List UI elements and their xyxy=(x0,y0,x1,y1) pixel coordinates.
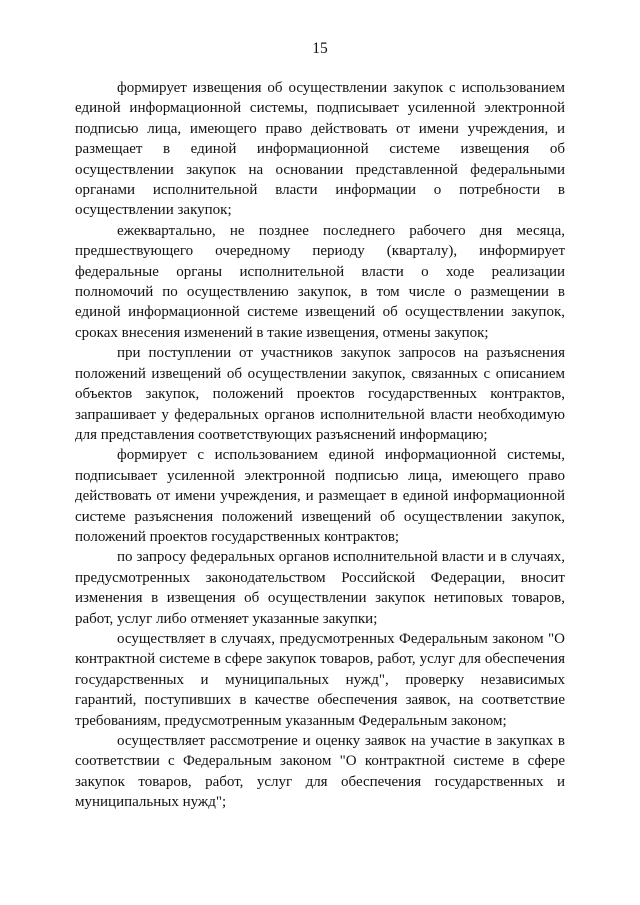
paragraph: при поступлении от участников закупок запросов на разъяснения положений извещений об осуществлении закупок, связанных с описанием объектов закупок, положений проектов государственных контрактов, запрашивает у федеральных органов исполнительной власти необходимую для представления соответствующих разъяснений информацию; xyxy=(75,345,565,443)
paragraph: по запросу федеральных органов исполнительной власти и в случаях, предусмотренных законодательством Российской Федерации, вносит изменения в извещения об осуществлении закупок нетиповых товаров, работ, услуг либо отменяет указанные закупки; xyxy=(75,549,565,627)
paragraph: ежеквартально, не позднее последнего рабочего дня месяца, предшествующего очередному периоду (кварталу), информирует федеральные органы исполнительной власти о ходе реализации полномочий по осуществлению закупок, в том числе о размещении в единой информационной системе извещений об осуществлении закупок, сроках внесения изменений в такие извещения, отмены закупок; xyxy=(75,222,565,341)
paragraph: формирует с использованием единой информационной системы, подписывает усиленной электронной подписью лица, имеющего право действовать от имени учреждения, и размещает в единой информационной системе разъяснения положений извещений об осуществлении закупок, положений проектов государственных контрактов; xyxy=(75,447,565,545)
paragraph: осуществляет в случаях, предусмотренных Федеральным законом "О контрактной системе в сфере закупок товаров, работ, услуг для обеспечения государственных и муниципальных нужд", проверку независимых гарантий, поступивших в качестве обеспечения заявок, на соответствие требованиям, предусмотренным указанным Федеральным законом; xyxy=(75,630,565,729)
paragraph: осуществляет рассмотрение и оценку заявок на участие в закупках в соответствии с Федеральным законом "О контрактной системе в сфере закупок товаров, работ, услуг для обеспечения государственных и муниципальных нужд"; xyxy=(75,733,565,811)
page-number: 15 xyxy=(312,40,328,57)
paragraph: формирует извещения об осуществлении закупок с использованием единой информационной системы, подписывает усиленной электронной подписью лица, имеющего право действовать от имени учреждения, и размещает в единой информационной системе извещения об осуществлении закупок на основании представленной федеральными органами исполнительной власти информации о потребности в осуществлении закупок; xyxy=(75,80,565,219)
page-body xyxy=(75,78,565,813)
